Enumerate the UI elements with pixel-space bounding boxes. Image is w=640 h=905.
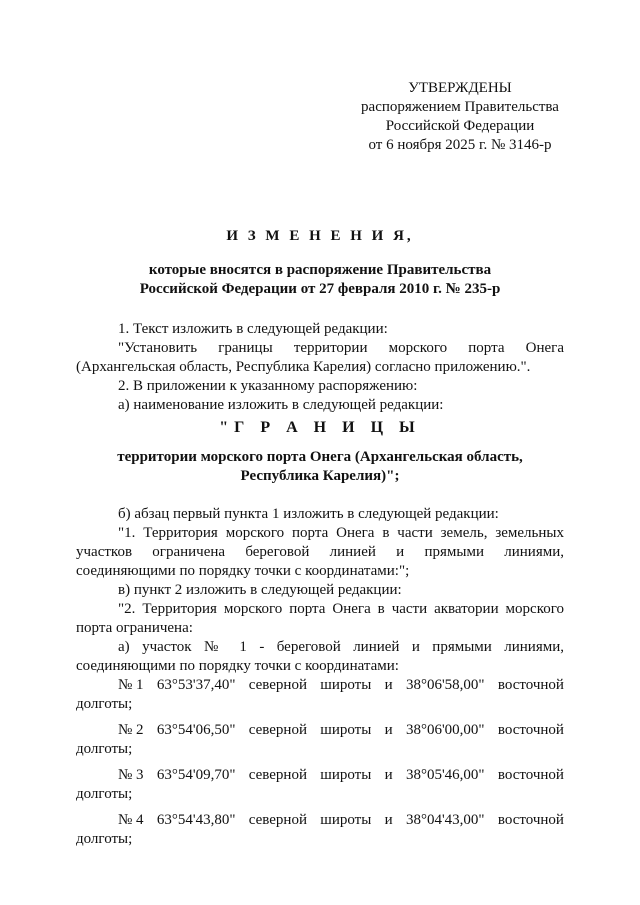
coordinate-word: северной xyxy=(248,722,307,738)
paragraph-2c: в) пункт 2 изложить в следующей редакции: xyxy=(118,582,402,598)
paragraph-1-quote-line-2: (Архангельская область, Республика Карелия) согласно приложению.". xyxy=(76,359,531,375)
coordinate-word: восточной xyxy=(497,767,564,783)
paragraph-2b-quote-line-1: "1. Территория морского порта Онега в части земель, земельных xyxy=(118,525,564,541)
paragraph-2c-quote-line-1: "2. Территория морского порта Онега в части акватории морского xyxy=(118,601,564,617)
document-body xyxy=(76,320,564,849)
paragraph-2b: б) абзац первый пункта 1 изложить в следующей редакции: xyxy=(118,506,499,522)
spacer xyxy=(76,486,564,505)
coordinate-word: и xyxy=(384,767,393,783)
approval-line-2: Российской Федерации xyxy=(385,118,535,134)
coordinate-item xyxy=(76,811,564,849)
paragraph-2b-quote-line-3: соединяющими по порядку точки с координатами:"; xyxy=(76,563,410,579)
coordinate-line xyxy=(76,766,564,785)
paragraph-2: 2. В приложении к указанному распоряжению: xyxy=(118,378,418,394)
coordinate-number: № 1 xyxy=(118,677,144,693)
heading-line-1: которые вносятся в распоряжение Правительства xyxy=(148,262,492,278)
heading-line-2: Российской Федерации от 27 февраля 2010 г. № 235-р xyxy=(139,281,501,297)
paragraph-1: 1. Текст изложить в следующей редакции: xyxy=(118,321,388,337)
heading-title: И З М Е Н Е Н И Я, xyxy=(226,228,414,244)
paragraph-2c-quote-line-2: порта ограничена: xyxy=(76,620,193,636)
coordinate-word: широты xyxy=(320,677,372,693)
granitsy-subtitle-1: территории морского порта Онега (Архангельская область, xyxy=(117,449,523,465)
coordinate-latitude: 63°54'09,70" xyxy=(156,767,236,783)
paragraph-1-quote-line-1: "Установить границы территории морского порта Онега xyxy=(118,340,564,356)
coordinate-tail: долготы; xyxy=(76,786,133,802)
coordinate-word: и xyxy=(384,722,393,738)
coordinate-tail: долготы; xyxy=(76,696,133,712)
coordinate-number: № 3 xyxy=(118,767,144,783)
coordinate-word: восточной xyxy=(497,722,564,738)
coordinate-word: широты xyxy=(320,812,372,828)
coordinate-longitude: 38°06'00,00" xyxy=(405,722,485,738)
coordinate-line xyxy=(76,811,564,830)
approval-stamp xyxy=(330,79,590,155)
paragraph-2b-quote-line-2: участков ограничена береговой линией и прямыми линиями, xyxy=(76,544,564,560)
granitsy-subtitle-2: Республика Карелия)"; xyxy=(240,468,400,484)
coordinate-longitude: 38°05'46,00" xyxy=(405,767,485,783)
coordinate-word: восточной xyxy=(497,677,564,693)
coordinate-word: северной xyxy=(248,812,307,828)
coordinate-item xyxy=(76,766,564,804)
coordinate-line xyxy=(76,721,564,740)
coordinate-latitude: 63°54'43,80" xyxy=(156,812,236,828)
coordinates-list xyxy=(76,676,564,849)
coordinate-word: широты xyxy=(320,767,372,783)
coordinate-longitude: 38°04'43,00" xyxy=(405,812,485,828)
coordinate-word: широты xyxy=(320,722,372,738)
coordinate-word: северной xyxy=(248,677,307,693)
paragraph-2c-a-line-1: а) участок № 1 - береговой линией и прямыми линиями, xyxy=(118,639,564,655)
approval-line-3: от 6 ноября 2025 г. № 3146-р xyxy=(368,137,552,153)
coordinate-line xyxy=(76,676,564,695)
coordinate-longitude: 38°06'58,00" xyxy=(405,677,485,693)
coordinate-latitude: 63°53'37,40" xyxy=(156,677,236,693)
granitsy-title: "Г Р А Н И Ц Ы xyxy=(219,419,421,436)
coordinate-word: восточной xyxy=(497,812,564,828)
coordinate-word: северной xyxy=(248,767,307,783)
approval-line-1: распоряжением Правительства xyxy=(361,99,559,115)
paragraph-2c-a-line-2: соединяющими по порядку точки с координатами: xyxy=(76,658,399,674)
paragraph-2a: а) наименование изложить в следующей редакции: xyxy=(118,397,444,413)
coordinate-number: № 2 xyxy=(118,722,144,738)
coordinate-item xyxy=(76,721,564,759)
coordinate-latitude: 63°54'06,50" xyxy=(156,722,236,738)
coordinate-tail: долготы; xyxy=(76,831,133,847)
coordinate-number: № 4 xyxy=(118,812,144,828)
coordinate-word: и xyxy=(384,677,393,693)
approval-title: УТВЕРЖДЕНЫ xyxy=(408,80,512,96)
document-heading xyxy=(76,227,564,299)
coordinate-item xyxy=(76,676,564,714)
coordinate-word: и xyxy=(384,812,393,828)
coordinate-tail: долготы; xyxy=(76,741,133,757)
